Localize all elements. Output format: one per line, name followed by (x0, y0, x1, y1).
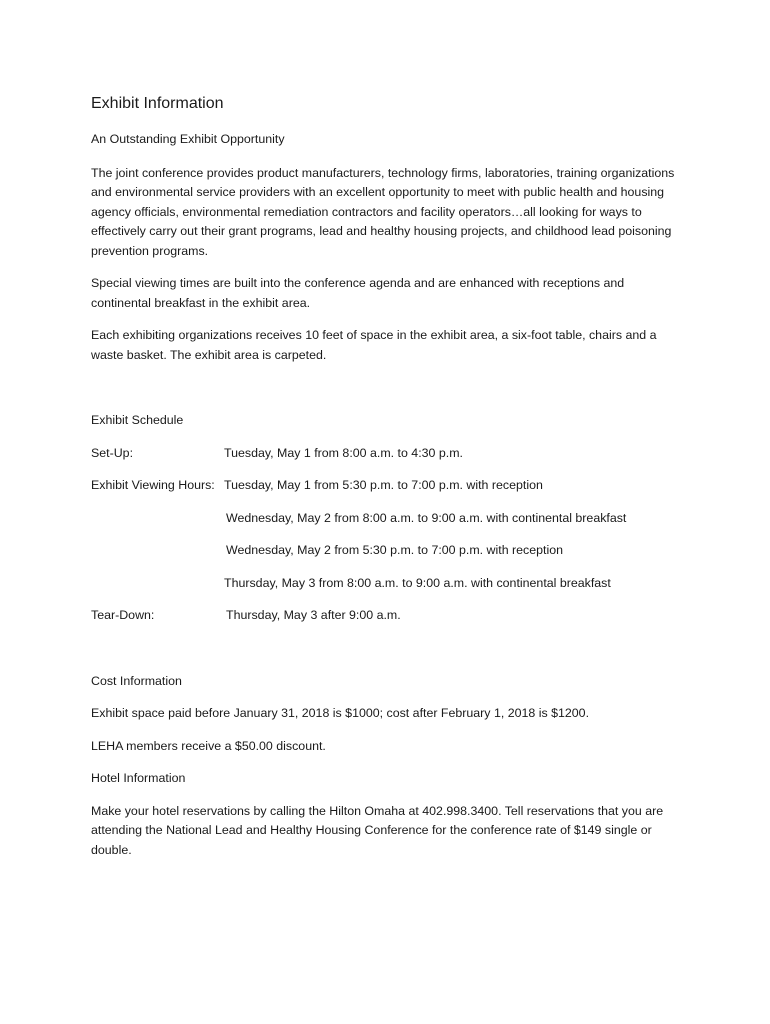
section-spacer (91, 378, 676, 411)
exhibit-space-paragraph: Each exhibiting organizations receives 10 feet of space in the exhibit area, a six-foot table, chairs and a waste basket. The exhibit area is carpeted. (91, 328, 657, 362)
teardown-label: Tear-Down: (91, 608, 155, 622)
teardown-value: Thursday, May 3 after 9:00 a.m. (226, 608, 401, 622)
viewing-time-2: Wednesday, May 2 from 8:00 a.m. to 9:00 a.m. with continental breakfast (226, 510, 627, 525)
viewing-time-3: Wednesday, May 2 from 5:30 p.m. to 7:00 p.m. with reception (226, 543, 564, 557)
cost-line-2: LEHA members receive a $50.00 discount. (91, 738, 326, 753)
viewing-row (91, 541, 676, 561)
intro-paragraph: The joint conference provides product manufacturers, technology firms, laboratories, training organizations and environmental service providers with an excellent opportunity to meet with public health and housing agency officials, environmental remediation contractors and facility operators…all looking for ways to effectively carry out their grant programs, lead and healthy housing projects, and childhood lead poisoning prevention programs. (91, 165, 675, 258)
schedule-heading: Exhibit Schedule (91, 413, 184, 427)
teardown-row (91, 606, 676, 626)
viewing-row (91, 476, 676, 496)
setup-value: Tuesday, May 1 from 8:00 a.m. to 4:30 p.m. (224, 445, 463, 460)
hotel-text: Make your hotel reservations by calling the Hilton Omaha at 402.998.3400. Tell reservations that you are attending the National Lead and Healthy Housing Conference for the conference rate of $149 single or double. (91, 803, 664, 857)
section-subtitle: An Outstanding Exhibit Opportunity (91, 132, 285, 146)
hotel-heading: Hotel Information (91, 771, 186, 785)
viewing-time-1: Tuesday, May 1 from 5:30 p.m. to 7:00 p.m. with reception (224, 478, 543, 492)
viewing-label: Exhibit Viewing Hours: (91, 478, 215, 492)
page-title: Exhibit Information (91, 95, 224, 112)
viewing-times-paragraph: Special viewing times are built into the conference agenda and are enhanced with receptions and continental breakfast in the exhibit area. (91, 276, 625, 310)
viewing-row (91, 574, 676, 594)
setup-label: Set-Up: (91, 445, 134, 460)
viewing-time-4: Thursday, May 3 from 8:00 a.m. to 9:00 a.m. with continental breakfast (224, 575, 611, 590)
setup-row (91, 444, 676, 464)
section-spacer (91, 639, 676, 672)
cost-heading: Cost Information (91, 673, 182, 688)
viewing-row (91, 509, 676, 529)
cost-line-1: Exhibit space paid before January 31, 2018 is $1000; cost after February 1, 2018 is $1200. (91, 706, 590, 720)
document-content (91, 94, 676, 873)
